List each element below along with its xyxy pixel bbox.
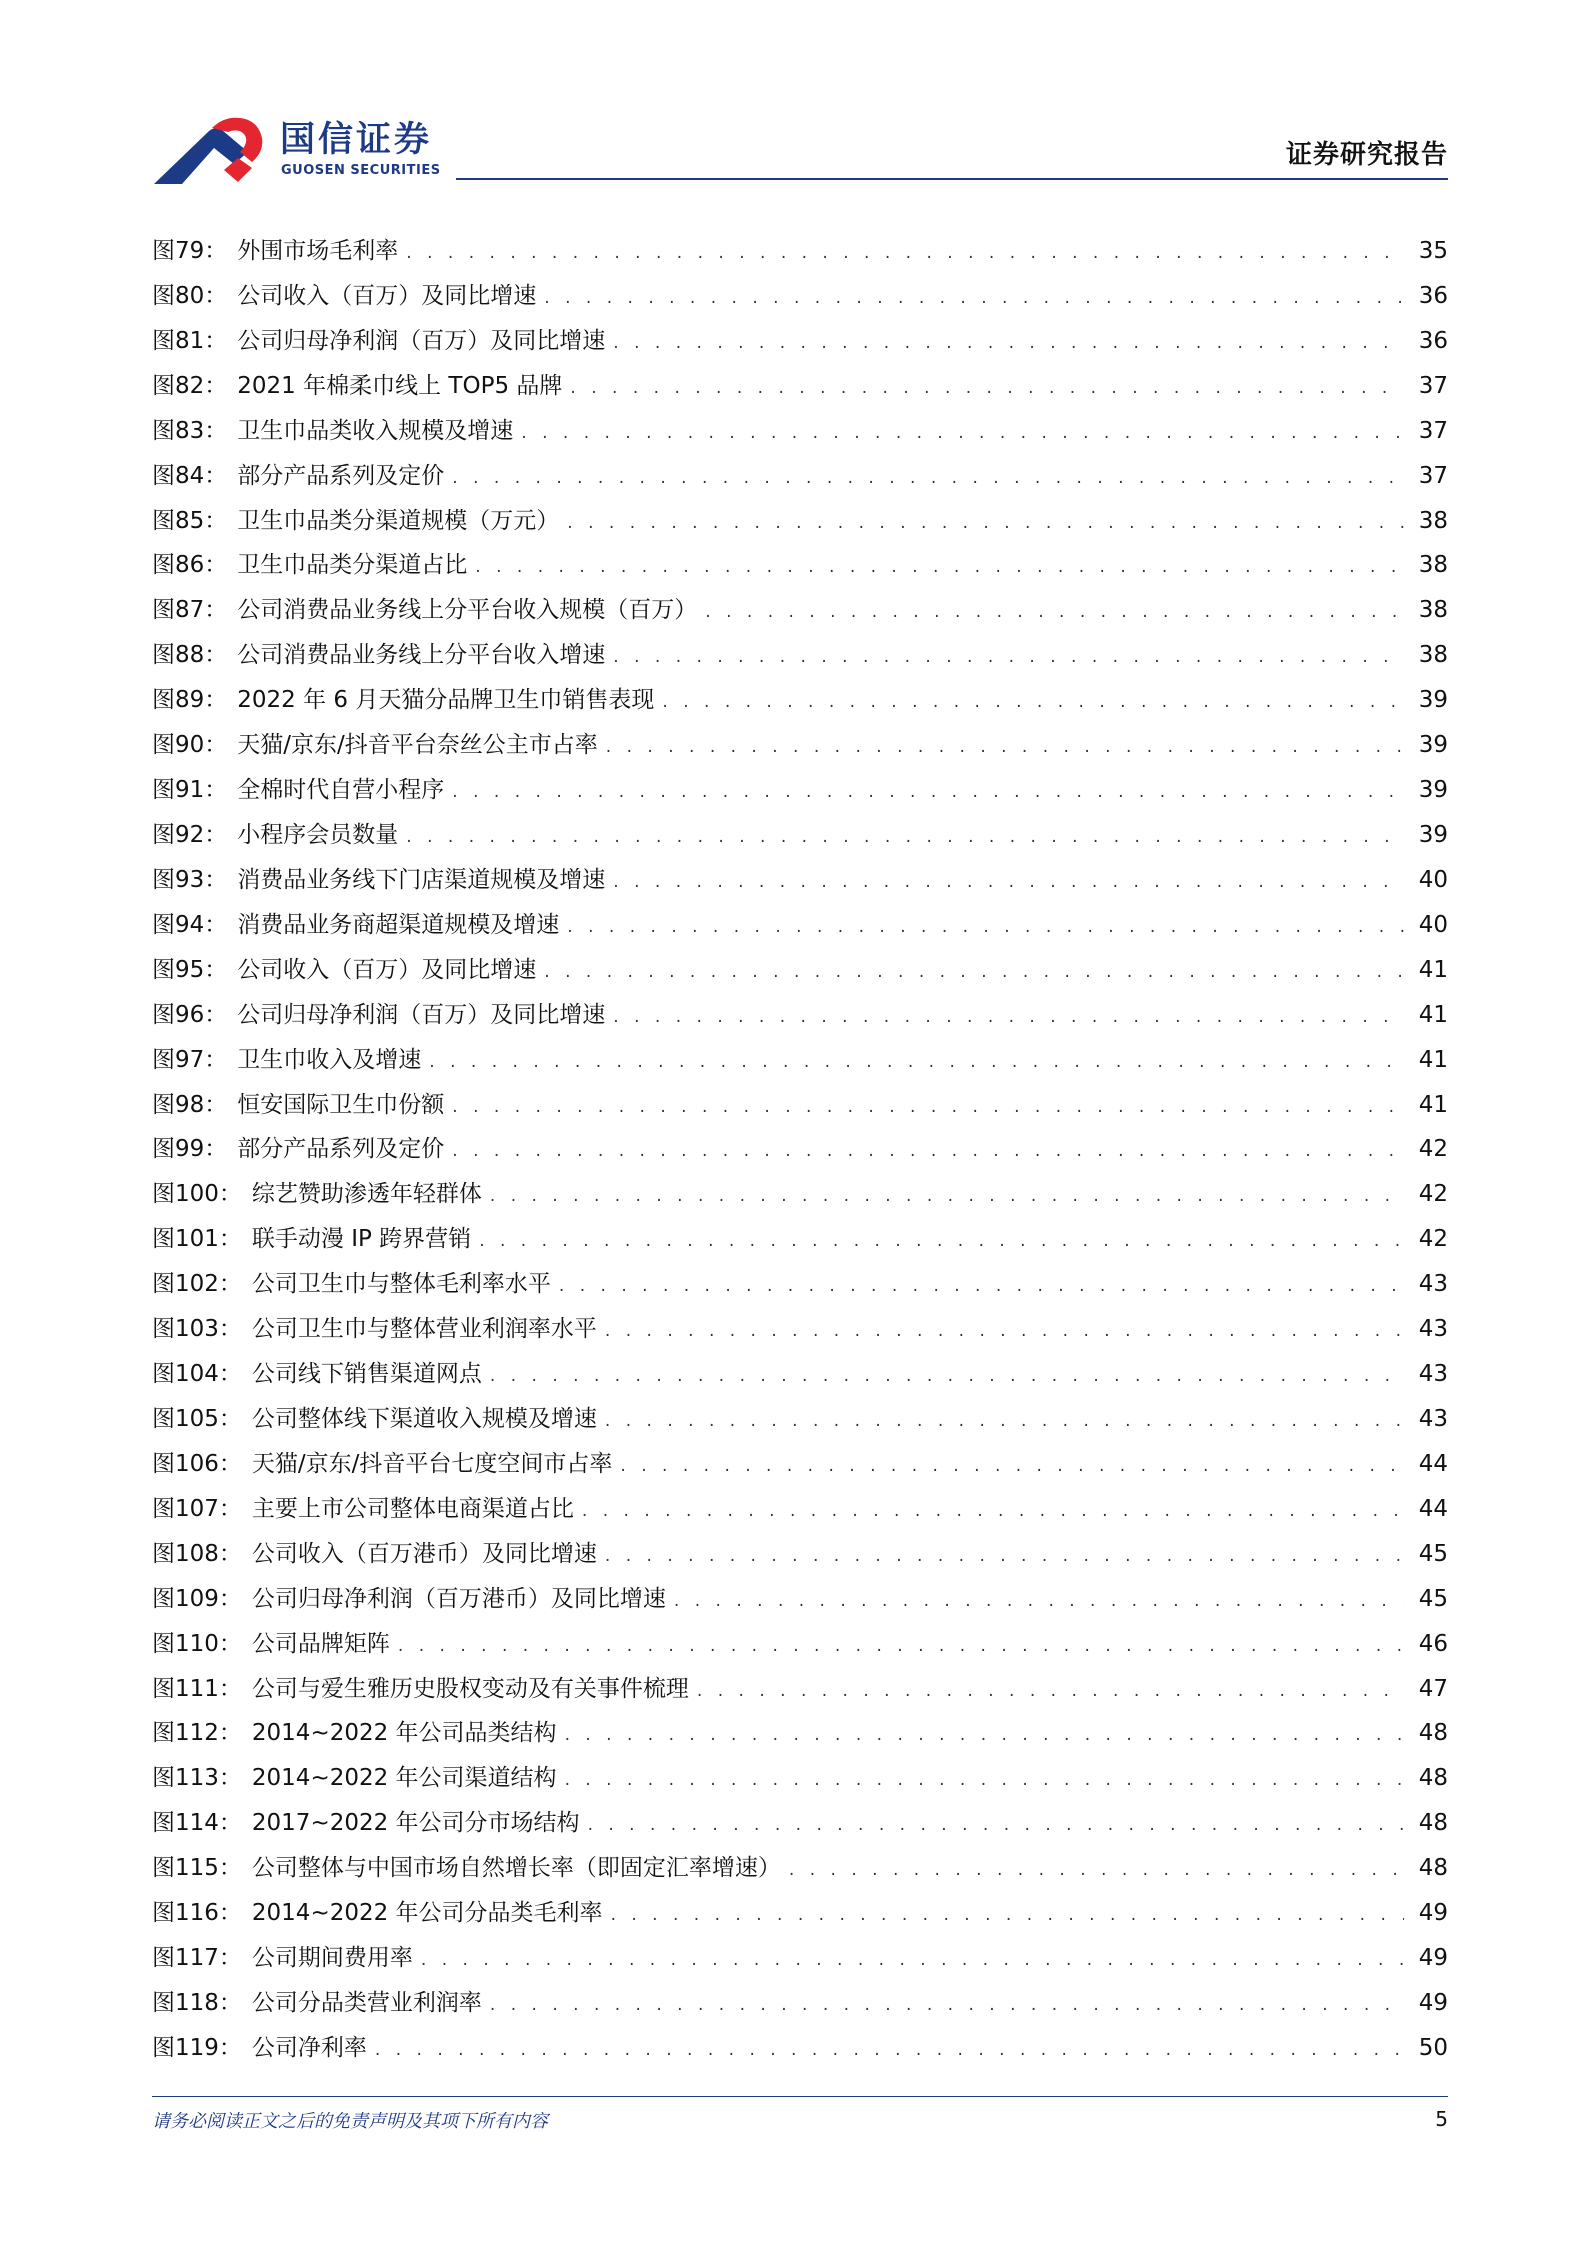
footer-disclaimer: 请务必阅读正文之后的免责声明及其项下所有内容 xyxy=(152,2111,548,2132)
figure-number: 图90： xyxy=(152,732,228,759)
toc-entry[interactable] xyxy=(152,1038,1448,1083)
page-ref: 38 xyxy=(1418,507,1448,534)
toc-entry[interactable] xyxy=(152,1667,1448,1712)
toc-entry[interactable] xyxy=(152,1711,1448,1756)
figure-title: 综艺赞助渗透年轻群体 xyxy=(251,1181,482,1208)
toc-entry[interactable] xyxy=(152,678,1448,723)
figure-number: 图115： xyxy=(152,1855,242,1882)
figure-title: 公司收入（百万）及同比增速 xyxy=(237,282,537,309)
figure-title: 公司消费品业务线上分平台收入增速 xyxy=(237,642,606,669)
dot-leader xyxy=(613,860,1404,905)
dot-leader xyxy=(452,1085,1404,1130)
figure-number: 图103： xyxy=(152,1316,242,1343)
page-ref: 49 xyxy=(1418,1989,1448,2016)
dot-leader xyxy=(490,1983,1404,2028)
figure-title: 天猫/京东/抖音平台七度空间市占率 xyxy=(251,1450,613,1477)
figure-number: 图116： xyxy=(152,1900,242,1927)
page-ref: 50 xyxy=(1418,2034,1448,2061)
figure-number: 图94： xyxy=(152,911,228,938)
toc-entry[interactable] xyxy=(152,993,1448,1038)
dot-leader xyxy=(565,1713,1404,1758)
figure-number: 图97： xyxy=(152,1046,228,1073)
figure-list xyxy=(152,229,1448,2071)
toc-entry[interactable] xyxy=(152,768,1448,813)
figure-number: 图82： xyxy=(152,372,228,399)
toc-entry[interactable] xyxy=(152,274,1448,319)
page-ref: 39 xyxy=(1418,687,1448,714)
toc-entry[interactable] xyxy=(152,319,1448,364)
page-ref: 42 xyxy=(1418,1136,1448,1163)
footer-divider xyxy=(152,2096,1448,2097)
figure-title: 公司品牌矩阵 xyxy=(251,1630,390,1657)
dot-leader xyxy=(406,231,1404,276)
page-ref: 43 xyxy=(1418,1361,1448,1388)
figure-title: 公司消费品业务线上分平台收入规模（百万） xyxy=(237,597,698,624)
page-ref: 49 xyxy=(1418,1900,1448,1927)
figure-number: 图118： xyxy=(152,1989,242,2016)
dot-leader xyxy=(588,1803,1404,1848)
page-ref: 42 xyxy=(1418,1181,1448,1208)
figure-number: 图98： xyxy=(152,1091,228,1118)
figure-number: 图107： xyxy=(152,1495,242,1522)
dot-leader xyxy=(567,501,1404,546)
page-ref: 47 xyxy=(1418,1675,1448,1702)
figure-number: 图89： xyxy=(152,687,228,714)
figure-title: 恒安国际卫生巾份额 xyxy=(237,1091,445,1118)
figure-title: 消费品业务线下门店渠道规模及增速 xyxy=(237,866,606,893)
figure-title: 卫生巾品类分渠道规模（万元） xyxy=(237,507,560,534)
dot-leader xyxy=(613,321,1404,366)
page-ref: 38 xyxy=(1418,552,1448,579)
figure-number: 图109： xyxy=(152,1585,242,1612)
page-ref: 37 xyxy=(1418,372,1448,399)
figure-number: 图88： xyxy=(152,642,228,669)
page-ref: 43 xyxy=(1418,1316,1448,1343)
page-ref: 36 xyxy=(1418,282,1448,309)
figure-number: 图111： xyxy=(152,1675,242,1702)
page-ref: 39 xyxy=(1418,821,1448,848)
dot-leader xyxy=(452,770,1404,815)
toc-entry[interactable] xyxy=(152,813,1448,858)
figure-number: 图108： xyxy=(152,1540,242,1567)
figure-title: 2021 年棉柔巾线上 TOP5 品牌 xyxy=(237,372,563,399)
dot-leader xyxy=(605,1309,1404,1354)
toc-entry[interactable] xyxy=(152,1891,1448,1936)
figure-title: 小程序会员数量 xyxy=(237,821,399,848)
toc-entry[interactable] xyxy=(152,1981,1448,2026)
page-ref: 43 xyxy=(1418,1405,1448,1432)
dot-leader xyxy=(475,545,1404,590)
figure-title: 卫生巾品类收入规模及增速 xyxy=(237,417,514,444)
figure-title: 公司卫生巾与整体营业利润率水平 xyxy=(251,1316,597,1343)
figure-number: 图83： xyxy=(152,417,228,444)
figure-title: 公司分品类营业利润率 xyxy=(251,1989,482,2016)
page-ref: 48 xyxy=(1418,1720,1448,1747)
dot-leader xyxy=(421,1938,1404,1983)
page-ref: 43 xyxy=(1418,1271,1448,1298)
toc-entry[interactable] xyxy=(152,903,1448,948)
figure-number: 图100： xyxy=(152,1181,242,1208)
dot-leader xyxy=(544,276,1404,321)
page-ref: 37 xyxy=(1418,462,1448,489)
figure-title: 2014~2022 年公司渠道结构 xyxy=(251,1765,557,1792)
brand-name-cn: 国信证券 xyxy=(280,120,433,160)
figure-number: 图95： xyxy=(152,956,228,983)
figure-title: 2014~2022 年公司分品类毛利率 xyxy=(251,1900,603,1927)
figure-number: 图93： xyxy=(152,866,228,893)
toc-entry[interactable] xyxy=(152,409,1448,454)
figure-number: 图91： xyxy=(152,777,228,804)
toc-entry[interactable] xyxy=(152,1442,1448,1487)
figure-number: 图99： xyxy=(152,1136,228,1163)
figure-number: 图92： xyxy=(152,821,228,848)
figure-number: 图104： xyxy=(152,1361,242,1388)
dot-leader xyxy=(605,1534,1404,1579)
page-ref: 41 xyxy=(1418,1001,1448,1028)
figure-title: 公司净利率 xyxy=(251,2034,367,2061)
toc-entry[interactable] xyxy=(152,454,1448,499)
figure-number: 图96： xyxy=(152,1001,228,1028)
figure-number: 图112： xyxy=(152,1720,242,1747)
page-ref: 38 xyxy=(1418,642,1448,669)
toc-entry[interactable] xyxy=(152,858,1448,903)
figure-title: 公司收入（百万）及同比增速 xyxy=(237,956,537,983)
dot-leader xyxy=(662,680,1404,725)
toc-entry[interactable] xyxy=(152,499,1448,544)
dot-leader xyxy=(452,1129,1404,1174)
figure-number: 图81： xyxy=(152,327,228,354)
figure-title: 公司归母净利润（百万港币）及同比增速 xyxy=(251,1585,666,1612)
dot-leader xyxy=(613,635,1404,680)
dot-leader xyxy=(570,366,1404,411)
dot-leader xyxy=(521,411,1404,456)
page-ref: 46 xyxy=(1418,1630,1448,1657)
toc-entry[interactable] xyxy=(152,2026,1448,2071)
figure-number: 图117： xyxy=(152,1945,242,1972)
toc-entry[interactable] xyxy=(152,1622,1448,1667)
toc-entry[interactable] xyxy=(152,723,1448,768)
page-ref: 48 xyxy=(1418,1855,1448,1882)
page-ref: 49 xyxy=(1418,1945,1448,1972)
guosen-logo-icon xyxy=(152,112,282,190)
page-ref: 37 xyxy=(1418,417,1448,444)
dot-leader xyxy=(705,590,1404,635)
figure-title: 全棉时代自营小程序 xyxy=(237,777,445,804)
dot-leader xyxy=(620,1444,1404,1489)
figure-number: 图87： xyxy=(152,597,228,624)
toc-entry[interactable] xyxy=(152,1352,1448,1397)
toc-entry[interactable] xyxy=(152,1846,1448,1891)
toc-entry[interactable] xyxy=(152,588,1448,633)
toc-entry[interactable] xyxy=(152,1083,1448,1128)
brand-name-en: GUOSEN SECURITIES xyxy=(281,163,441,178)
toc-entry[interactable] xyxy=(152,1397,1448,1442)
figure-title: 公司收入（百万港币）及同比增速 xyxy=(251,1540,597,1567)
figure-title: 公司线下销售渠道网点 xyxy=(251,1361,482,1388)
figure-title: 2022 年 6 月天猫分品牌卫生巾销售表现 xyxy=(237,687,655,714)
figure-number: 图86： xyxy=(152,552,228,579)
figure-number: 图102： xyxy=(152,1271,242,1298)
figure-title: 外围市场毛利率 xyxy=(237,238,399,264)
header-divider xyxy=(456,178,1448,180)
figure-title: 卫生巾品类分渠道占比 xyxy=(237,552,468,579)
dot-leader xyxy=(611,1893,1404,1938)
dot-leader xyxy=(406,815,1404,860)
dot-leader xyxy=(429,1040,1404,1085)
toc-entry[interactable] xyxy=(152,1262,1448,1307)
figure-title: 公司与爱生雅历史股权变动及有关事件梳理 xyxy=(251,1675,689,1702)
report-type-label: 证券研究报告 xyxy=(1285,140,1448,170)
dot-leader xyxy=(789,1848,1404,1893)
page-ref: 44 xyxy=(1418,1450,1448,1477)
page-ref: 38 xyxy=(1418,597,1448,624)
page-ref: 41 xyxy=(1418,1091,1448,1118)
page-ref: 36 xyxy=(1418,327,1448,354)
dot-leader xyxy=(375,2028,1404,2073)
toc-entry[interactable] xyxy=(152,229,1448,274)
toc-entry[interactable] xyxy=(152,1217,1448,1262)
figure-title: 公司整体与中国市场自然增长率（即固定汇率增速） xyxy=(251,1855,781,1882)
figure-number: 图106： xyxy=(152,1450,242,1477)
toc-entry[interactable] xyxy=(152,1487,1448,1532)
figure-title: 公司归母净利润（百万）及同比增速 xyxy=(237,1001,606,1028)
figure-number: 图110： xyxy=(152,1630,242,1657)
toc-entry[interactable] xyxy=(152,1577,1448,1622)
toc-entry[interactable] xyxy=(152,1532,1448,1577)
page-ref: 41 xyxy=(1418,956,1448,983)
figure-title: 2017~2022 年公司分市场结构 xyxy=(251,1810,580,1837)
page-ref: 48 xyxy=(1418,1765,1448,1792)
dot-leader xyxy=(559,1264,1404,1309)
dot-leader xyxy=(674,1579,1404,1624)
toc-entry[interactable] xyxy=(152,1936,1448,1981)
page-ref: 40 xyxy=(1418,866,1448,893)
figure-title: 公司卫生巾与整体毛利率水平 xyxy=(251,1271,551,1298)
dot-leader xyxy=(567,905,1404,950)
page-ref: 40 xyxy=(1418,911,1448,938)
dot-leader xyxy=(490,1174,1404,1219)
page-ref: 39 xyxy=(1418,777,1448,804)
page-ref: 41 xyxy=(1418,1046,1448,1073)
figure-title: 公司归母净利润（百万）及同比增速 xyxy=(237,327,606,354)
toc-entry[interactable] xyxy=(152,1172,1448,1217)
dot-leader xyxy=(398,1624,1404,1669)
figure-title: 公司整体线下渠道收入规模及增速 xyxy=(251,1405,597,1432)
dot-leader xyxy=(490,1354,1404,1399)
dot-leader xyxy=(697,1669,1404,1714)
page-ref: 48 xyxy=(1418,1810,1448,1837)
page-number: 5 xyxy=(1435,2107,1448,2131)
figure-title: 部分产品系列及定价 xyxy=(237,462,445,489)
figure-number: 图84： xyxy=(152,462,228,489)
page-ref: 45 xyxy=(1418,1585,1448,1612)
figure-number: 图114： xyxy=(152,1810,242,1837)
page-header xyxy=(0,0,1586,190)
dot-leader xyxy=(605,1399,1404,1444)
dot-leader xyxy=(613,995,1404,1040)
figure-number: 图105： xyxy=(152,1405,242,1432)
toc-entry[interactable] xyxy=(152,1801,1448,1846)
figure-number: 图79： xyxy=(152,238,228,264)
dot-leader xyxy=(582,1489,1404,1534)
dot-leader xyxy=(565,1758,1404,1803)
figure-title: 卫生巾收入及增速 xyxy=(237,1046,422,1073)
figure-title: 2014~2022 年公司品类结构 xyxy=(251,1720,557,1747)
figure-title: 天猫/京东/抖音平台奈丝公主市占率 xyxy=(237,732,598,759)
figure-title: 公司期间费用率 xyxy=(251,1945,413,1972)
figure-title: 主要上市公司整体电商渠道占比 xyxy=(251,1495,574,1522)
page-ref: 42 xyxy=(1418,1226,1448,1253)
page-ref: 44 xyxy=(1418,1495,1448,1522)
figure-number: 图80： xyxy=(152,282,228,309)
page-ref: 45 xyxy=(1418,1540,1448,1567)
toc-entry[interactable] xyxy=(152,1756,1448,1801)
dot-leader xyxy=(544,950,1404,995)
toc-entry[interactable] xyxy=(152,1127,1448,1172)
figure-title: 联手动漫 IP 跨界营销 xyxy=(251,1226,472,1253)
toc-entry[interactable] xyxy=(152,364,1448,409)
figure-number: 图119： xyxy=(152,2034,242,2061)
figure-title: 消费品业务商超渠道规模及增速 xyxy=(237,911,560,938)
figure-number: 图113： xyxy=(152,1765,242,1792)
toc-entry[interactable] xyxy=(152,948,1448,993)
toc-entry[interactable] xyxy=(152,543,1448,588)
toc-entry[interactable] xyxy=(152,633,1448,678)
page-ref: 39 xyxy=(1418,732,1448,759)
dot-leader xyxy=(479,1219,1404,1264)
figure-number: 图85： xyxy=(152,507,228,534)
dot-leader xyxy=(606,725,1404,770)
figure-number: 图101： xyxy=(152,1226,242,1253)
figure-title: 部分产品系列及定价 xyxy=(237,1136,445,1163)
dot-leader xyxy=(452,456,1404,501)
toc-entry[interactable] xyxy=(152,1307,1448,1352)
page-ref: 35 xyxy=(1418,238,1448,264)
